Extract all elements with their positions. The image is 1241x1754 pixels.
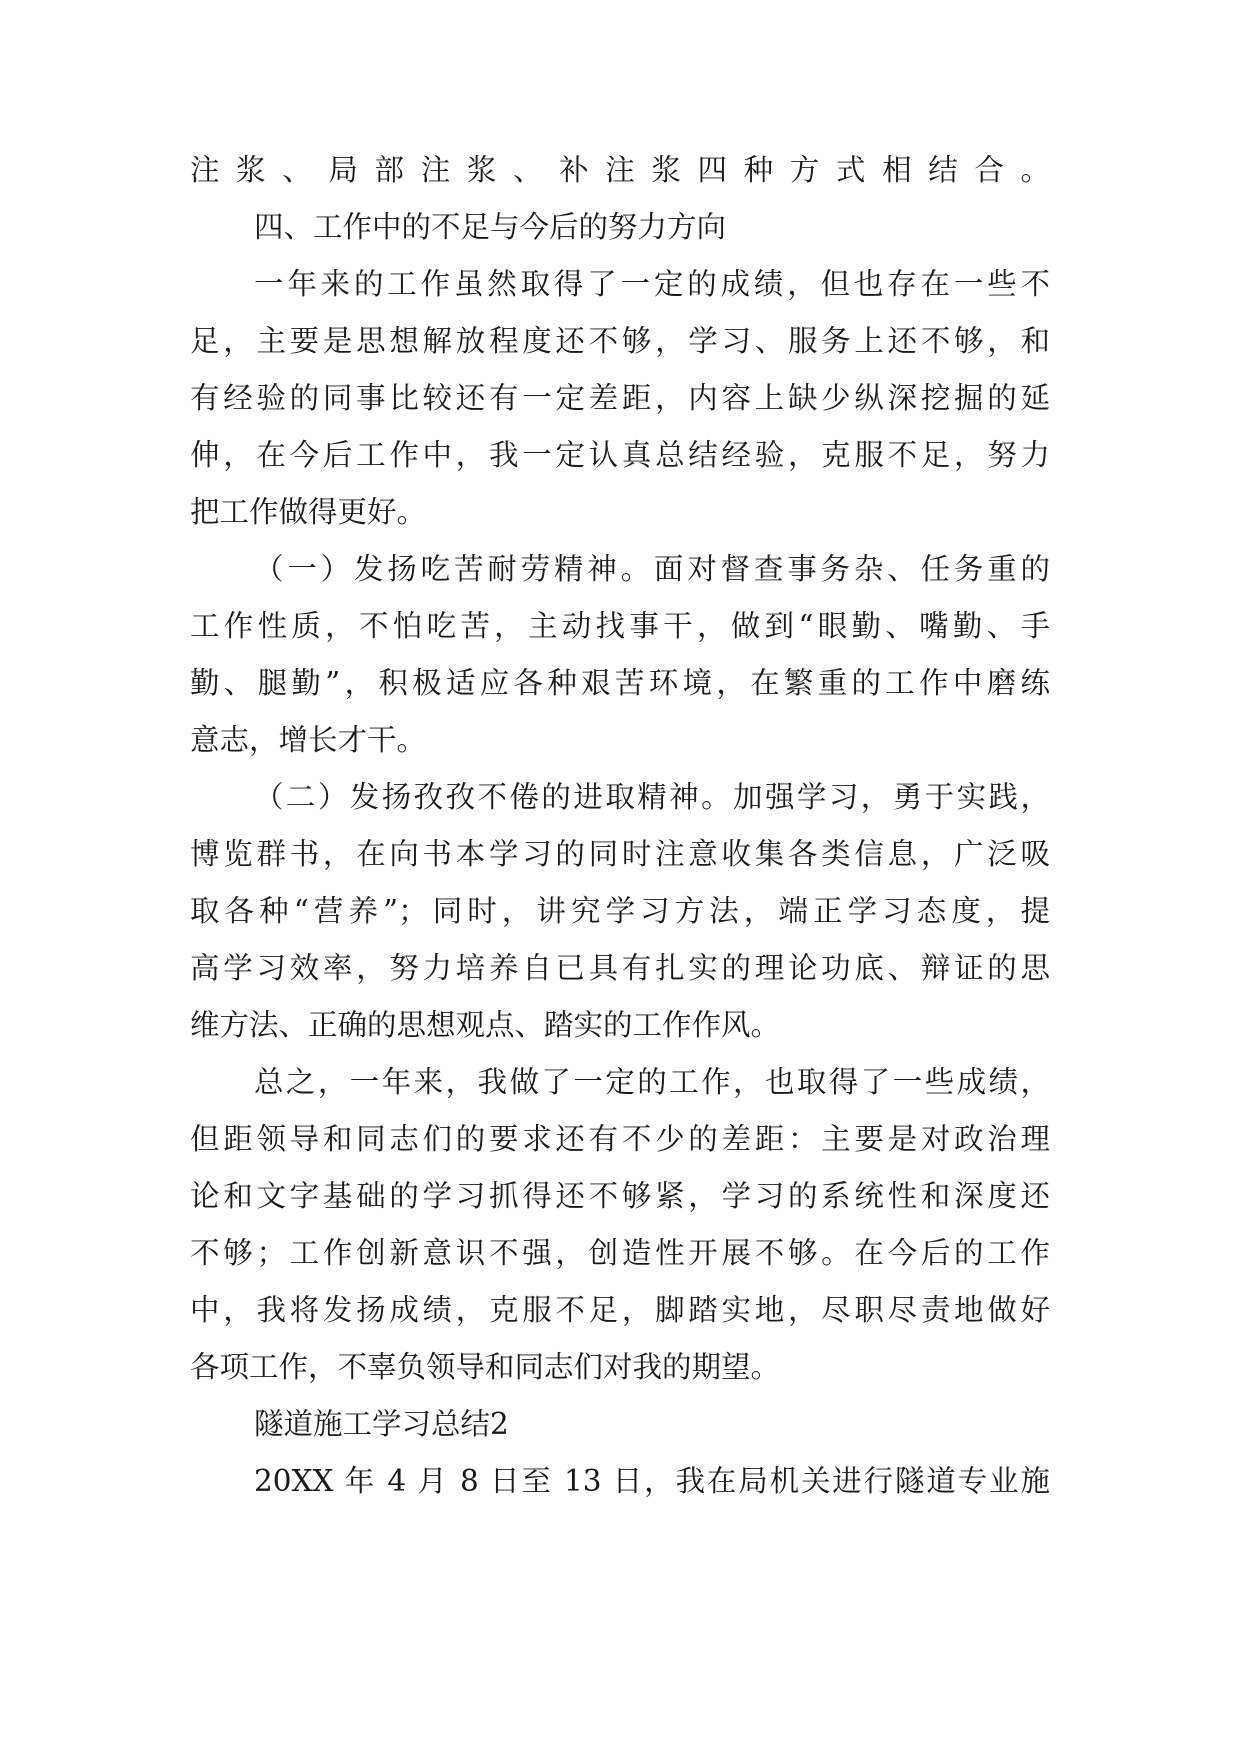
text-line: （一）发扬吃苦耐劳精神。面对督查事务杂、任务重的 [254, 552, 1050, 586]
text-line: （二）发扬孜孜不倦的进取精神。加强学习，勇于实践， [254, 780, 1050, 814]
text-line: 工作性质，不怕吃苦，主动找事干，做到“眼勤、嘴勤、手 [190, 609, 1050, 643]
text-line: 把工作做得更好。 [190, 495, 427, 529]
text-line: 取各种“营养”；同时，讲究学习方法，端正学习态度，提 [190, 894, 1050, 928]
text-line: 注浆、局部注浆、补注浆四种方式相结合。 [190, 153, 1050, 187]
text-line: 有经验的同事比较还有一定差距，内容上缺少纵深挖掘的延 [190, 381, 1050, 415]
section-title: 隧道施工学习总结2 [254, 1407, 509, 1441]
text-line: 伸，在今后工作中，我一定认真总结经验，克服不足，努力 [190, 438, 1050, 472]
text-line: 总之，一年来，我做了一定的工作，也取得了一些成绩， [254, 1065, 1050, 1099]
text-line: 一年来的工作虽然取得了一定的成绩，但也存在一些不 [254, 267, 1050, 301]
text-line: 勤、腿勤”，积极适应各种艰苦环境，在繁重的工作中磨练 [190, 666, 1050, 700]
text-line: 维方法、正确的思想观点、踏实的工作作风。 [190, 1008, 781, 1042]
section-heading: 四、工作中的不足与今后的努力方向 [254, 210, 727, 244]
text-line: 意志，增长才干。 [190, 723, 427, 757]
text-line: 高学习效率，努力培养自已具有扎实的理论功底、辩证的思 [190, 951, 1050, 985]
text-line: 中，我将发扬成绩，克服不足，脚踏实地，尽职尽责地做好 [190, 1293, 1050, 1327]
text-line: 足，主要是思想解放程度还不够，学习、服务上还不够，和 [190, 324, 1050, 358]
text-line: 博览群书，在向书本学习的同时注意收集各类信息，广泛吸 [190, 837, 1050, 871]
text-line: 但距领导和同志们的要求还有不少的差距：主要是对政治理 [190, 1122, 1050, 1156]
text-line: 各项工作，不辜负领导和同志们对我的期望。 [190, 1350, 781, 1384]
text-line: 不够；工作创新意识不强，创造性开展不够。在今后的工作 [190, 1236, 1050, 1270]
text-line: 20XX 年 4 月 8 日至 13 日，我在局机关进行隧道专业施 [254, 1464, 1050, 1498]
text-line: 论和文字基础的学习抓得还不够紧，学习的系统性和深度还 [190, 1179, 1050, 1213]
